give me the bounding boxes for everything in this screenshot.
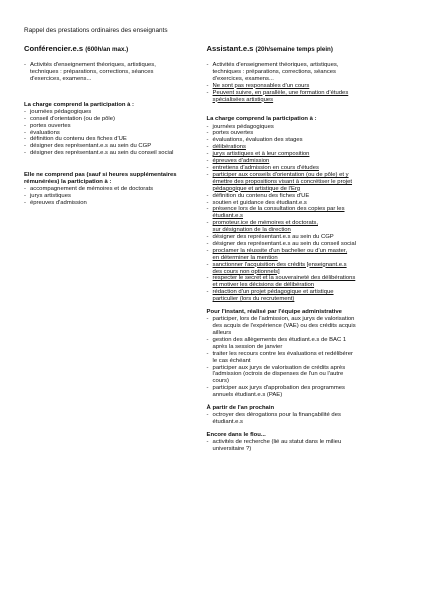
list-item-line: ailleurs xyxy=(212,330,232,336)
list-item xyxy=(207,90,399,104)
list-item xyxy=(207,165,399,172)
list-item-line: - soutien et guidance des étudiant.e.s xyxy=(212,199,307,206)
list-item-line: - journées pédagogiques xyxy=(30,108,92,115)
list-item xyxy=(24,200,207,207)
list-item-line: particulier (lors du recrutement) xyxy=(212,296,295,303)
assistants-heading xyxy=(207,44,399,54)
list-item-line: - désigner des représentant.e.s au sein du CGP xyxy=(212,234,334,241)
list-item-line: d'exercices, examens... xyxy=(212,75,274,82)
list-item xyxy=(207,62,399,83)
list-item xyxy=(207,262,399,276)
list-item xyxy=(207,439,399,453)
list-item-line: - rédaction d'un projet pédagogique et artistique xyxy=(212,289,334,296)
assistants-admin-title: Pour l'instant, réalisé par l'équipe administrative xyxy=(206,309,342,316)
list-item-line: annuels étudiant.e.s (PAE) xyxy=(212,392,283,399)
assistants-admin-list xyxy=(207,316,399,399)
list-item-line: - jurys artistiques xyxy=(30,193,71,200)
list-item-line: - présence lors de la consultation des copies par les xyxy=(212,206,345,213)
list-item-line: - octroyer des dérogations pour la finançabilité des xyxy=(212,412,341,419)
list-item xyxy=(207,83,399,90)
list-item xyxy=(207,412,399,426)
lecturers-column xyxy=(24,44,207,453)
list-item-line: - entretiens d'admission en cours d'études xyxy=(212,164,319,171)
list-item-line: cours) xyxy=(212,378,229,385)
list-item xyxy=(207,193,399,200)
lecturers-participation-list xyxy=(24,109,207,157)
list-item xyxy=(24,136,207,143)
list-item-line: des acquis de l'expérience (VAE) ou des crédits acquis xyxy=(212,323,356,330)
list-item xyxy=(207,124,399,131)
assistants-heading-text: Assistant.e.s xyxy=(206,44,254,53)
list-item-line: sur désignation de la direction xyxy=(212,227,291,234)
list-item xyxy=(207,130,399,137)
lecturers-excluded-title-line: rémunérées) la participation à : xyxy=(24,179,112,186)
list-item-line: - définition du contenu des fiches d'UE xyxy=(212,192,310,199)
list-item xyxy=(207,137,399,144)
list-item-line: - définition du contenu des fiches d'UE xyxy=(30,136,127,143)
list-item-line: d'exercices, examens... xyxy=(30,75,92,82)
list-item xyxy=(24,143,207,150)
list-item xyxy=(24,62,207,83)
list-item-line: - participer aux jurys de valorisation de crédits après xyxy=(212,364,346,371)
list-item xyxy=(207,289,399,303)
list-item xyxy=(207,316,399,337)
lecturers-intro-list xyxy=(24,62,207,83)
list-item-line: techniques : préparations, corrections, séances xyxy=(212,68,336,75)
list-item-line: - désigner des représentant.e.s au sein du CGP xyxy=(30,143,152,150)
list-item xyxy=(207,144,399,151)
list-item xyxy=(207,220,399,234)
list-item-line: le cas échéant xyxy=(212,357,251,364)
list-item xyxy=(24,150,207,157)
list-item-line: - accompagnement de mémoires et de doctorats xyxy=(30,186,154,193)
list-item xyxy=(207,385,399,399)
list-item-line: - désigner des représentant.e.s au sein du conseil social xyxy=(212,240,356,247)
list-item-line: - désigner des représentant.e.s au sein du conseil social xyxy=(30,150,174,157)
list-item-line: - Activités d'enseignement théoriques, artistiques, xyxy=(30,62,156,68)
list-item-line: - proclamer la réussite d'un bachelier ou d'un master, xyxy=(212,247,348,254)
list-item-line: - épreuves d'admission xyxy=(212,158,270,165)
list-item-line: - épreuves d'admission xyxy=(30,200,87,207)
list-item xyxy=(207,275,399,289)
list-item xyxy=(207,234,399,241)
assistants-heading-suffix: (20h/semaine temps plein) xyxy=(255,46,333,53)
list-item xyxy=(207,151,399,158)
list-item-line: - traiter les recours contre les évaluations et redélibérer xyxy=(212,350,354,357)
lecturers-excluded-list xyxy=(24,186,207,207)
list-item-line: - gestion des allègements des étudiant.e.s de BAC 1 xyxy=(212,336,347,343)
lecturers-participation-title: La charge comprend la participation à : xyxy=(24,101,134,108)
list-item-line: - jurys artistiques et à leur composition xyxy=(212,151,310,158)
list-item xyxy=(207,172,399,193)
list-item-line: - participer, lors de l'admission, aux jurys de valorisation xyxy=(212,316,355,323)
list-item-line: - respecter le secret et la souveraineté des délibérations xyxy=(212,275,356,282)
assistants-intro-list xyxy=(207,62,399,103)
list-item xyxy=(207,351,399,365)
list-item-line: - Activités d'enseignement théoriques, artistiques, xyxy=(212,62,339,68)
list-item-line: émettre des propositions visant à concrétiser le projet xyxy=(212,178,353,185)
lecturers-heading-suffix: (600h/an max.) xyxy=(85,46,129,53)
list-item-line: - portes ouvertes xyxy=(212,130,254,137)
assistants-column xyxy=(207,44,399,453)
list-item xyxy=(24,123,207,130)
assistants-unclear-title: Encore dans le flou... xyxy=(206,431,266,438)
list-item-line: l'admission (octrois de dispenses de l'un ou l'autre xyxy=(212,371,344,378)
list-item-line: - conseil d'orientation (ou de pôle) xyxy=(30,115,115,122)
list-item-line: et motiver les décisions de délibération xyxy=(212,282,315,289)
list-item-line: - Ne sont pas responsables d'un cours xyxy=(212,82,310,89)
list-item-line: - participer aux jurys d'approbation des programmes xyxy=(212,385,345,392)
assistants-next-year-list xyxy=(207,412,399,426)
columns xyxy=(24,44,399,453)
list-item xyxy=(207,206,399,220)
list-item-line: - délibérations xyxy=(212,144,246,151)
list-item xyxy=(24,116,207,123)
list-item-line: - participer aux conseils d'orientation (ou de pôle) et y xyxy=(212,171,349,178)
assistants-next-year-title: À partir de l'an prochain xyxy=(206,405,275,412)
list-item xyxy=(207,200,399,207)
list-item-line: - portes ouvertes xyxy=(30,122,71,129)
lecturers-heading-text: Conférencier.e.s xyxy=(24,44,84,53)
list-item xyxy=(207,248,399,262)
list-item-line: spécialisées artistiques xyxy=(212,96,274,103)
list-item-line: - activités de recherche (lié au statut dans le milieu xyxy=(212,439,342,446)
assistants-unclear-list xyxy=(207,439,399,453)
list-item-line: - Peuvent suivre, en parallèle, une formation d'études xyxy=(212,89,349,96)
list-item xyxy=(24,130,207,137)
list-item-line: - journées pédagogiques xyxy=(212,123,274,130)
list-item-line: - sanctionner l'acquisition des crédits [enseignant.e.s xyxy=(212,261,347,268)
list-item-line: universitaire ?) xyxy=(212,445,252,452)
list-item xyxy=(207,158,399,165)
list-item-line: après la session de janvier xyxy=(212,343,283,350)
list-item-line: pédagogique et artistique de l'Erg xyxy=(212,185,301,192)
list-item xyxy=(207,365,399,386)
list-item xyxy=(24,193,207,200)
list-item xyxy=(24,109,207,116)
document-title: Rappel des prestations ordinaires des enseignants xyxy=(24,27,168,34)
list-item-line: étudiant.e.s xyxy=(212,419,244,426)
list-item-line: étudiant.e.s xyxy=(212,213,244,220)
assistants-participation-list xyxy=(207,124,399,304)
lecturers-heading xyxy=(24,44,207,54)
list-item-line: - évaluations xyxy=(30,129,60,136)
list-item xyxy=(24,186,207,193)
list-item xyxy=(207,337,399,351)
list-item-line: - évaluations, évaluation des stages xyxy=(212,137,303,144)
assistants-participation-title: La charge comprend la participation à : xyxy=(206,116,317,123)
lecturers-excluded-title xyxy=(24,172,207,186)
list-item xyxy=(207,241,399,248)
list-item-line: techniques : préparations, corrections, séances xyxy=(30,68,154,75)
list-item-line: - promoteur.ice de mémoires et doctorats, xyxy=(212,220,318,227)
list-item-line: des cours non optionnels] xyxy=(212,268,280,275)
list-item-line: en déterminer la mention xyxy=(212,254,278,261)
lecturers-excluded-title-line: Elle ne comprend pas (sauf si heures supplémentaires xyxy=(24,172,177,179)
